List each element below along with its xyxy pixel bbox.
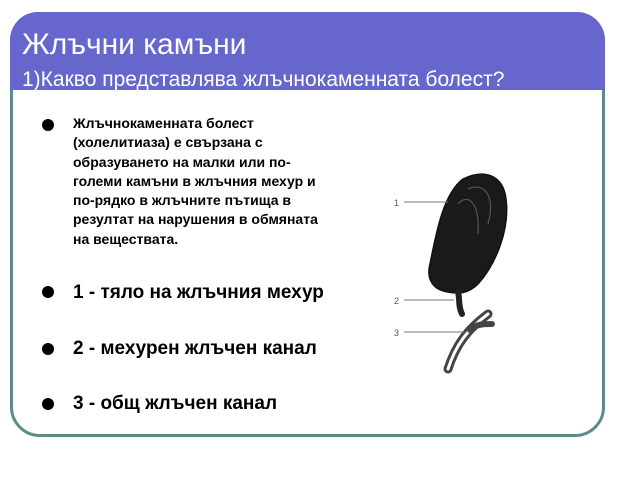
slide-title: Жлъчни камъни bbox=[22, 28, 247, 61]
bullet-marker bbox=[42, 398, 58, 414]
bullet-text-common-duct: 3 - общ жлъчен канал bbox=[73, 393, 278, 414]
bullet-marker bbox=[42, 286, 58, 302]
gallbladder-illustration bbox=[388, 164, 548, 384]
cystic-duct bbox=[458, 292, 462, 314]
label-1: 1 bbox=[394, 198, 400, 208]
label-2: 2 bbox=[394, 296, 400, 306]
bullet-marker bbox=[42, 343, 58, 359]
bullet-marker bbox=[42, 119, 58, 135]
bullet-text-body: 1 - тяло на жлъчния мехур bbox=[73, 282, 324, 303]
slide-subtitle: 1)Какво представлява жлъчнокаменната болест? bbox=[22, 68, 505, 91]
title-bar bbox=[10, 12, 605, 90]
gallbladder-body bbox=[429, 174, 507, 293]
bullet-text-definition: Жлъчнокаменната болест (холелитиаза) е свързана с образуването на малки или по-големи камъни в жлъчния мехур и по-рядко в жлъчните пътища в резултат на нарушения в обмяната на веществата. bbox=[73, 115, 318, 247]
bullet-text-cystic-duct: 2 - мехурен жлъчен канал bbox=[73, 338, 317, 359]
label-3: 3 bbox=[394, 328, 400, 338]
